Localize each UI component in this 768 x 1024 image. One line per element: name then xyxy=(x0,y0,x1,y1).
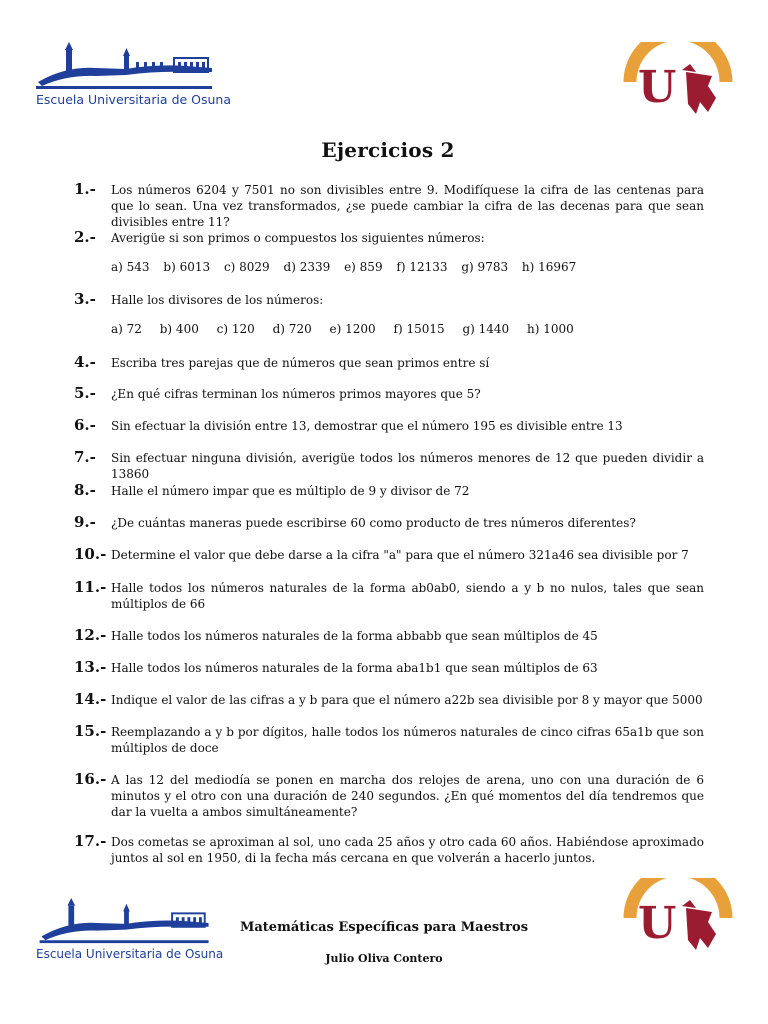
exercise-10 xyxy=(74,547,704,563)
list-item: a) 72 xyxy=(111,322,142,336)
list-item: d) 2339 xyxy=(283,260,331,274)
exercise-2 xyxy=(74,230,704,246)
exercise-8 xyxy=(74,483,704,499)
exercise-7 xyxy=(74,450,704,482)
exercise-number: 13.- xyxy=(74,658,107,676)
osuna-logo-caption: Escuela Universitaria de Osuna xyxy=(36,92,232,107)
exercise-number: 4.- xyxy=(74,353,96,371)
exercise-text: Halle todos los números naturales de la forma ab0ab0, siendo a y b no nulos, tales que sean múltiplos de 66 xyxy=(111,581,704,611)
exercise-3-items xyxy=(111,322,588,336)
exercise-text: A las 12 del mediodía se ponen en marcha dos relojes de arena, uno con una duración de 6 minutos y el otro con una duración de 240 segundos. ¿En qué momentos del día tendremos que dar la vuelta a ambos simultáneamente? xyxy=(111,773,704,819)
list-item: f) 15015 xyxy=(393,322,445,336)
page-title: Ejercicios 2 xyxy=(321,138,455,162)
list-item: c) 120 xyxy=(216,322,255,336)
exercise-12 xyxy=(74,628,704,644)
exercise-number: 12.- xyxy=(74,626,107,644)
list-item: e) 859 xyxy=(344,260,383,274)
svg-text:U: U xyxy=(638,62,677,113)
list-item: a) 543 xyxy=(111,260,150,274)
exercise-11 xyxy=(74,580,704,612)
exercise-number: 10.- xyxy=(74,545,107,563)
exercise-number: 17.- xyxy=(74,832,107,850)
exercise-9 xyxy=(74,515,704,531)
exercise-number: 15.- xyxy=(74,722,107,740)
sevilla-logo xyxy=(616,42,740,126)
exercise-text: Halle todos los números naturales de la forma aba1b1 que sean múltiplos de 63 xyxy=(111,661,598,675)
footer-sevilla-logo xyxy=(616,878,740,962)
list-item: h) 16967 xyxy=(521,260,577,274)
exercise-number: 14.- xyxy=(74,690,107,708)
osuna-logo-caption: Escuela Universitaria de Osuna xyxy=(36,947,224,961)
exercise-4 xyxy=(74,355,704,371)
exercise-text: ¿En qué cifras terminan los números primos mayores que 5? xyxy=(111,387,481,401)
svg-text:~: ~ xyxy=(674,53,682,63)
sevilla-seal-icon xyxy=(616,42,740,126)
list-item: b) 6013 xyxy=(163,260,211,274)
list-item: e) 1200 xyxy=(329,322,376,336)
exercise-3 xyxy=(74,292,704,308)
exercise-number: 1.- xyxy=(74,180,96,198)
exercise-5 xyxy=(74,386,704,402)
author-name: Julio Oliva Contero xyxy=(325,952,443,965)
exercise-number: 9.- xyxy=(74,513,96,531)
exercise-text: Escriba tres parejas que de números que sean primos entre sí xyxy=(111,356,490,370)
exercise-13 xyxy=(74,660,704,676)
exercise-text: Indique el valor de las cifras a y b para que el número a22b sea divisible por 8 y mayor que 5000 xyxy=(111,693,703,707)
exercise-text: Dos cometas se aproximan al sol, uno cada 25 años y otro cada 60 años. Habiéndose aproximado juntos al sol en 1950, di la fecha más cercana en que volverán a hacerlo juntos. xyxy=(111,835,704,865)
exercise-number: 2.- xyxy=(74,228,96,246)
course-title: Matemáticas Específicas para Maestros xyxy=(239,920,529,935)
list-item: b) 400 xyxy=(159,322,199,336)
svg-text:U: U xyxy=(638,898,677,949)
sevilla-seal-icon xyxy=(616,878,740,962)
list-item: g) 1440 xyxy=(462,322,510,336)
exercise-number: 11.- xyxy=(74,578,107,596)
list-item: g) 9783 xyxy=(461,260,509,274)
exercise-text: Sin efectuar ninguna división, averigüe todos los números menores de 12 que pueden dividir a 13860 xyxy=(111,451,704,481)
list-item: f) 12133 xyxy=(396,260,448,274)
exercise-14 xyxy=(74,692,704,708)
list-item: d) 720 xyxy=(272,322,312,336)
exercise-17 xyxy=(74,834,704,866)
exercise-text: Averigüe si son primos o compuestos los siguientes números: xyxy=(111,231,485,245)
exercise-number: 6.- xyxy=(74,416,96,434)
osuna-building-icon xyxy=(36,42,216,92)
exercise-text: Determine el valor que debe darse a la cifra "a" para que el número 321a46 sea divisible por 7 xyxy=(111,548,689,562)
exercise-number: 3.- xyxy=(74,290,96,308)
exercise-2-items xyxy=(111,260,586,274)
exercise-text: ¿De cuántas maneras puede escribirse 60 como producto de tres números diferentes? xyxy=(111,516,636,530)
exercise-text: Los números 6204 y 7501 no son divisibles entre 9. Modifíquese la cifra de las centenas para que lo sean. Una vez transformados, ¿se puede cambiar la cifra de las decenas para que sean divisibles entre 11? xyxy=(111,183,704,229)
osuna-logo xyxy=(36,42,232,112)
exercise-number: 8.- xyxy=(74,481,96,499)
list-item: h) 1000 xyxy=(527,322,574,336)
exercise-number: 16.- xyxy=(74,770,107,788)
exercise-text: Halle todos los números naturales de la forma abbabb que sean múltiplos de 45 xyxy=(111,629,598,643)
exercise-6 xyxy=(74,418,704,434)
exercise-1 xyxy=(74,182,704,230)
exercise-text: Reemplazando a y b por dígitos, halle todos los números naturales de cinco cifras 65a1b que son múltiplos de doce xyxy=(111,725,704,755)
exercise-15 xyxy=(74,724,704,756)
exercise-number: 7.- xyxy=(74,448,96,466)
exercise-text: Halle el número impar que es múltiplo de 9 y divisor de 72 xyxy=(111,484,470,498)
exercise-number: 5.- xyxy=(74,384,96,402)
exercise-16 xyxy=(74,772,704,820)
exercise-text: Halle los divisores de los números: xyxy=(111,293,324,307)
exercise-text: Sin efectuar la división entre 13, demostrar que el número 195 es divisible entre 13 xyxy=(111,419,623,433)
list-item: c) 8029 xyxy=(223,260,270,274)
